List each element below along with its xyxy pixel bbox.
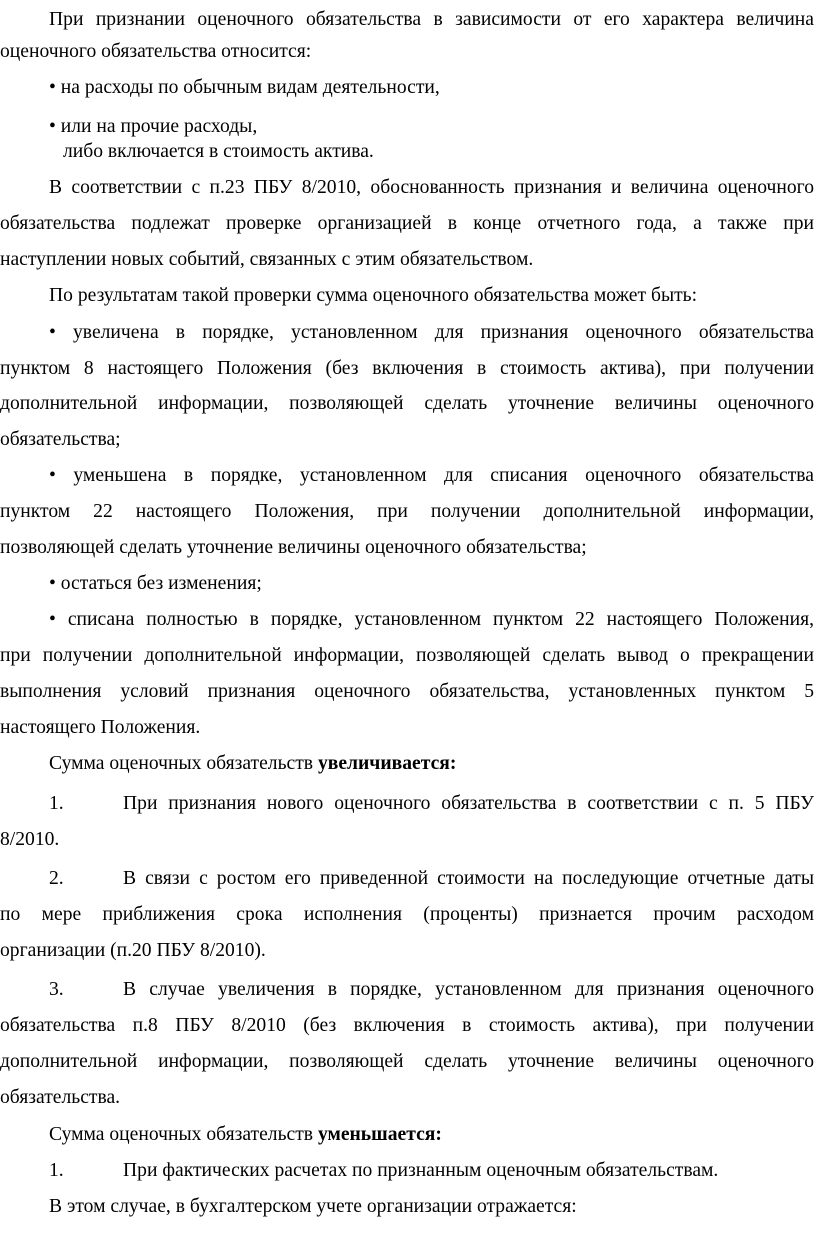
list-item-text: организации (п.20 ПБУ 8/2010).	[0, 940, 266, 961]
paragraph-line: настоящего Положения.	[0, 717, 201, 738]
heading-bold: уменьшается:	[317, 1124, 442, 1145]
paragraph-line: позволяющей сделать уточнение величины оценочного обязательства;	[0, 537, 587, 558]
list-item-text: При признания нового оценочного обязательства в соответствии с п. 5 ПБУ	[123, 793, 814, 814]
list-number: 1.	[49, 793, 64, 814]
paragraph-line: обязательства подлежат проверке организацией в конце отчетного года, а также при	[0, 213, 814, 234]
heading-prefix: Сумма оценочных обязательств	[49, 1124, 318, 1145]
list-item-text: 8/2010.	[0, 829, 60, 850]
paragraph-line: В этом случае, в бухгалтерском учете организации отражается:	[49, 1196, 577, 1217]
list-item-text: дополнительной информации, позволяющей сделать уточнение величины оценочного	[0, 1051, 814, 1072]
paragraph-line: пунктом 8 настоящего Положения (без включения в стоимость актива), при получении	[0, 358, 814, 379]
paragraph-line: При признании оценочного обязательства в зависимости от его характера величина	[49, 9, 814, 30]
paragraph-line: дополнительной информации, позволяющей сделать уточнение величины оценочного	[0, 393, 814, 414]
paragraph-line: В соответствии с п.23 ПБУ 8/2010, обоснованность признания и величина оценочного	[49, 177, 814, 198]
list-number: 3.	[49, 979, 64, 1000]
list-item-text: При фактических расчетах по признанным оценочным обязательствам.	[123, 1160, 719, 1181]
bullet-item: • или на прочие расходы,	[49, 116, 258, 137]
list-item-text: обязательства п.8 ПБУ 8/2010 (без включения в стоимость актива), при получении	[0, 1015, 814, 1036]
list-number: 2.	[49, 868, 64, 889]
paragraph-line: при получении дополнительной информации, позволяющей сделать вывод о прекращении	[0, 645, 814, 666]
heading-bold: увеличивается:	[317, 753, 457, 774]
list-item-text: по мере приближения срока исполнения (проценты) признается прочим расходом	[0, 904, 814, 925]
bullet-item: • на расходы по обычным видам деятельности,	[49, 77, 440, 98]
paragraph-line: обязательства;	[0, 429, 121, 450]
paragraph-line: пунктом 22 настоящего Положения, при получении дополнительной информации,	[0, 501, 814, 522]
heading-prefix: Сумма оценочных обязательств	[49, 753, 318, 774]
paragraph-line: оценочного обязательства относится:	[0, 41, 312, 62]
section-heading	[49, 1122, 442, 1148]
bullet-item: • увеличена в порядке, установленном для признания оценочного обязательства	[49, 322, 814, 343]
list-number: 1.	[49, 1160, 64, 1181]
bullet-item: • остаться без изменения;	[49, 573, 262, 594]
paragraph-line: По результатам такой проверки сумма оценочного обязательства может быть:	[49, 285, 698, 306]
paragraph-line: либо включается в стоимость актива.	[63, 141, 374, 162]
paragraph-line: наступлении новых событий, связанных с этим обязательством.	[0, 249, 534, 270]
list-item-text: В связи с ростом его приведенной стоимости на последующие отчетные даты	[123, 868, 814, 889]
section-heading	[49, 751, 456, 777]
list-item-text: В случае увеличения в порядке, установленном для признания оценочного	[123, 979, 814, 1000]
bullet-item: • списана полностью в порядке, установленном пунктом 22 настоящего Положения,	[49, 609, 814, 630]
paragraph-line: выполнения условий признания оценочного обязательства, установленных пунктом 5	[0, 681, 814, 702]
bullet-item: • уменьшена в порядке, установленном для списания оценочного обязательства	[49, 465, 814, 486]
list-item-text: обязательства.	[0, 1087, 121, 1108]
